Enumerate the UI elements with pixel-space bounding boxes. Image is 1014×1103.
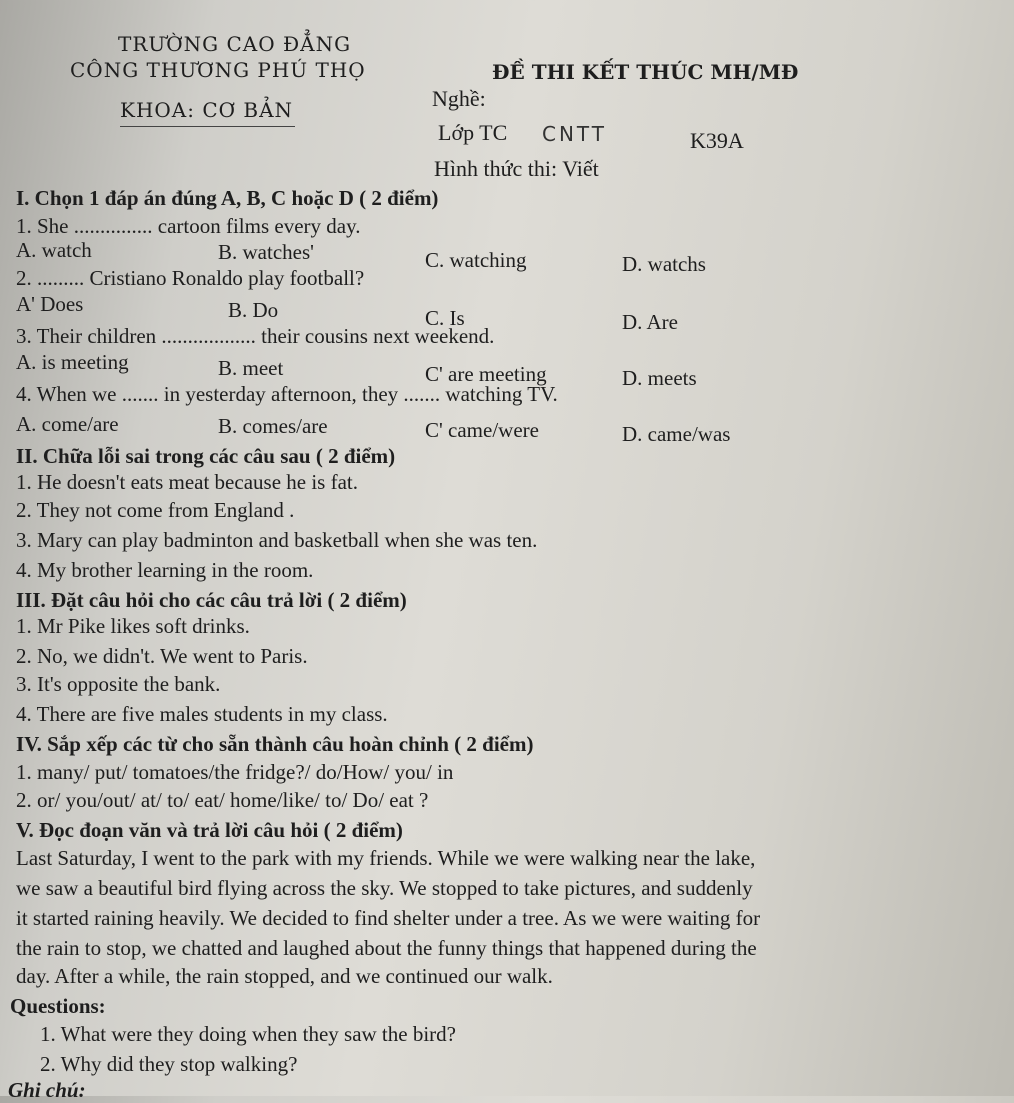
option-c: C' came/were: [425, 418, 539, 442]
question-stem: 4. When we ....... in yesterday afternoon, they ....... watching TV.: [16, 382, 558, 406]
questions-label: Questions:: [10, 994, 106, 1018]
list-item: 1. He doesn't eats meat because he is fat.: [16, 470, 358, 494]
list-item: 3. It's opposite the bank.: [16, 672, 221, 696]
list-item: 2. No, we didn't. We went to Paris.: [16, 644, 308, 668]
class-code: K39A: [690, 128, 744, 153]
option-c: C' are meeting: [425, 362, 547, 386]
option-a: A. is meeting: [16, 350, 129, 374]
list-item: 1. many/ put/ tomatoes/the fridge?/ do/How/ you/ in: [16, 760, 454, 784]
option-d: D. came/was: [622, 422, 731, 446]
nghe-label: Nghề:: [432, 86, 486, 111]
class-label: Lớp TC: [438, 120, 508, 145]
class-handwritten: CNTT: [542, 122, 608, 146]
option-b: B. comes/are: [218, 414, 328, 438]
option-b: B. meet: [218, 356, 284, 380]
option-d: D. watchs: [622, 252, 706, 276]
section5-title: V. Đọc đoạn văn và trả lời câu hỏi ( 2 điểm): [16, 818, 403, 842]
paragraph-line: Last Saturday, I went to the park with my friends. While we were walking near the lake,: [16, 846, 756, 870]
list-item: 1. Mr Pike likes soft drinks.: [16, 614, 250, 638]
option-d: D. meets: [622, 366, 697, 390]
option-c: C. Is: [425, 306, 465, 330]
section4-title: IV. Sắp xếp các từ cho sẵn thành câu hoàn chỉnh ( 2 điểm): [16, 732, 534, 756]
paragraph-line: it started raining heavily. We decided to find shelter under a tree. As we were waiting for: [16, 906, 761, 930]
question-stem: 3. Their children .................. their cousins next weekend.: [16, 324, 495, 348]
list-item: 2. or/ you/out/ at/ to/ eat/ home/like/ to/ Do/ eat ?: [16, 788, 429, 812]
question-stem: 1. She ............... cartoon films every day.: [16, 214, 361, 238]
paragraph-line: we saw a beautiful bird flying across the sky. We stopped to take pictures, and suddenly: [16, 876, 753, 900]
list-item: 2. They not come from England .: [16, 498, 295, 522]
question-stem: 2. ......... Cristiano Ronaldo play football?: [16, 266, 365, 290]
school-name-line2: CÔNG THƯƠNG PHÚ THỌ: [70, 58, 366, 82]
list-item: 4. My brother learning in the room.: [16, 558, 314, 582]
option-b: B. Do: [228, 298, 279, 322]
option-d: D. Are: [622, 310, 678, 334]
paragraph-line: the rain to stop, we chatted and laughed about the funny things that happened during the: [16, 936, 757, 960]
list-item: 3. Mary can play badminton and basketball when she was ten.: [16, 528, 538, 552]
option-a: A. watch: [16, 238, 92, 262]
school-name-line1: TRƯỜNG CAO ĐẲNG: [118, 32, 352, 56]
list-item: 1. What were they doing when they saw the bird?: [40, 1022, 456, 1046]
option-c: C. watching: [425, 248, 527, 272]
option-a: A' Does: [16, 292, 84, 316]
section3-title: III. Đặt câu hỏi cho các câu trả lời ( 2 điểm): [16, 588, 407, 612]
header-divider: [120, 126, 295, 127]
section1-title: I. Chọn 1 đáp án đúng A, B, C hoặc D ( 2 điểm): [16, 186, 439, 210]
exam-title: ĐỀ THI KẾT THÚC MH/MĐ: [492, 60, 799, 84]
faculty-name: KHOA: CƠ BẢN: [120, 98, 294, 122]
option-b: B. watches': [218, 240, 314, 264]
list-item: 2. Why did they stop walking?: [40, 1052, 298, 1076]
paragraph-line: day. After a while, the rain stopped, and we continued our walk.: [16, 964, 553, 988]
option-a: A. come/are: [16, 412, 119, 436]
section2-title: II. Chữa lỗi sai trong các câu sau ( 2 điểm): [16, 444, 396, 468]
exam-form: Hình thức thi: Viết: [434, 156, 599, 181]
note-label: Ghi chú:: [8, 1078, 86, 1102]
list-item: 4. There are five males students in my class.: [16, 702, 388, 726]
